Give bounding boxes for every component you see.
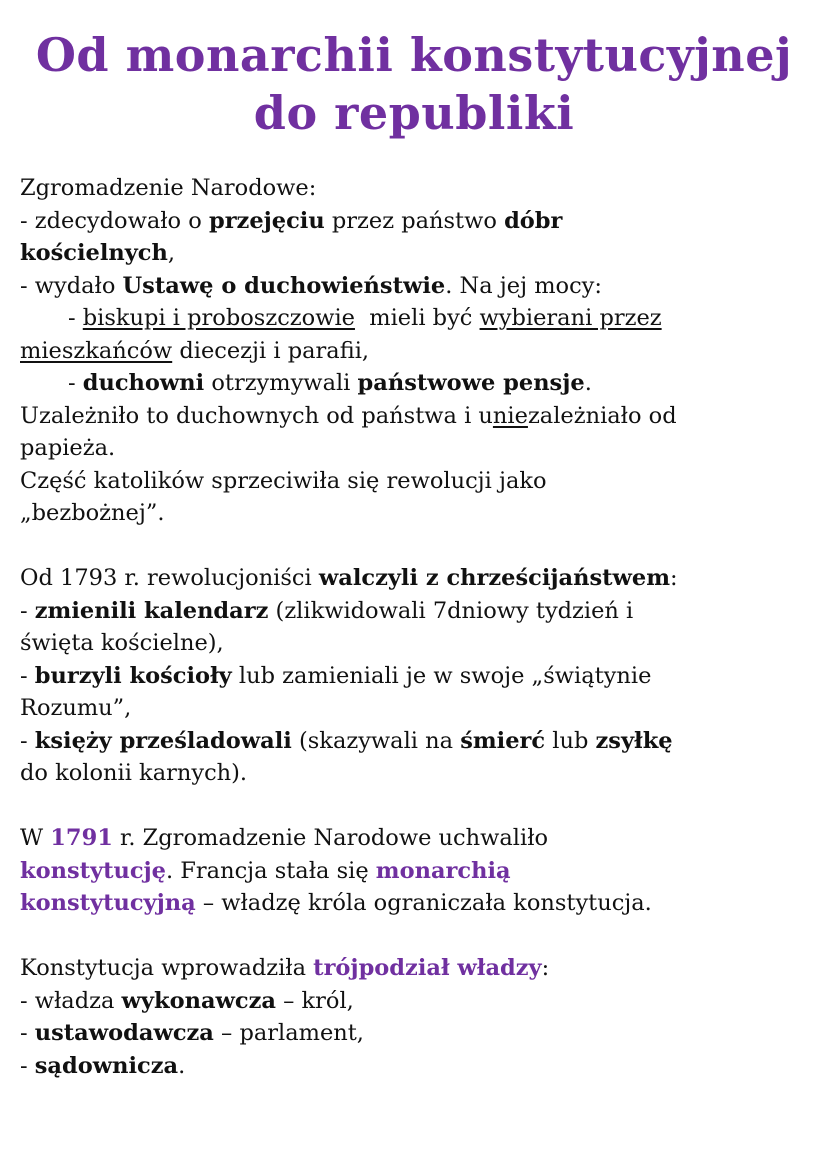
text-line: kościelnych, (20, 240, 176, 266)
text-line: konstytucję. Francja stała się monarchią (20, 857, 511, 884)
text-line: - duchowni otrzymywali państwowe pensje. (68, 370, 592, 396)
text-line: Rozumu”, (20, 695, 132, 721)
text-line: Od 1793 r. rewolucjoniści walczyli z chrześcijaństwem: (20, 565, 678, 591)
text-line: Uzależniło to duchownych od państwa i uniezależniało od (20, 402, 677, 429)
text-line: święta kościelne), (20, 630, 224, 656)
section-christianity (20, 562, 820, 790)
text-line: - burzyli kościoły lub zamieniali je w swoje „świątynie (20, 662, 652, 689)
text-line: - władza wykonawcza – król, (20, 987, 354, 1014)
text-line: mieszkańców diecezji i parafii, (20, 337, 370, 364)
text-line: - biskupi i proboszczowie mieli być wybierani przez (68, 305, 662, 331)
text-line: „bezbożnej”. (20, 500, 165, 526)
section-separation-of-powers (20, 952, 820, 1082)
text-line: - ustawodawcza – parlament, (20, 1020, 364, 1046)
page-title (0, 26, 828, 142)
text-line: Zgromadzenie Narodowe: (20, 175, 317, 201)
title-line-2: do republiki (253, 86, 575, 140)
text-line: do kolonii karnych). (20, 760, 248, 786)
section-assembly (20, 172, 820, 530)
paragraph-gap (20, 790, 820, 823)
document-body (20, 172, 820, 1082)
text-line: papieża. (20, 435, 116, 461)
text-line: - księży prześladowali (skazywali na śmierć lub zsyłkę (20, 727, 673, 754)
text-line: Konstytucja wprowadziła trójpodział władzy: (20, 955, 550, 981)
title-line-1: Od monarchii konstytucyjnej (35, 28, 793, 82)
text-line: - zmienili kalendarz (zlikwidowali 7dniowy tydzień i (20, 597, 634, 624)
text-line: - zdecydowało o przejęciu przez państwo dóbr (20, 207, 563, 234)
text-line: - sądownicza. (20, 1052, 186, 1079)
text-line: konstytucyjną – władzę króla ograniczała konstytucja. (20, 890, 652, 916)
text-line: W 1791 r. Zgromadzenie Narodowe uchwaliło (20, 825, 549, 851)
paragraph-gap (20, 530, 820, 563)
text-line: - wydało Ustawę o duchowieństwie. Na jej mocy: (20, 272, 602, 299)
section-constitution (20, 822, 820, 920)
text-line: Część katolików sprzeciwiła się rewolucji jako (20, 467, 547, 494)
paragraph-gap (20, 920, 820, 953)
